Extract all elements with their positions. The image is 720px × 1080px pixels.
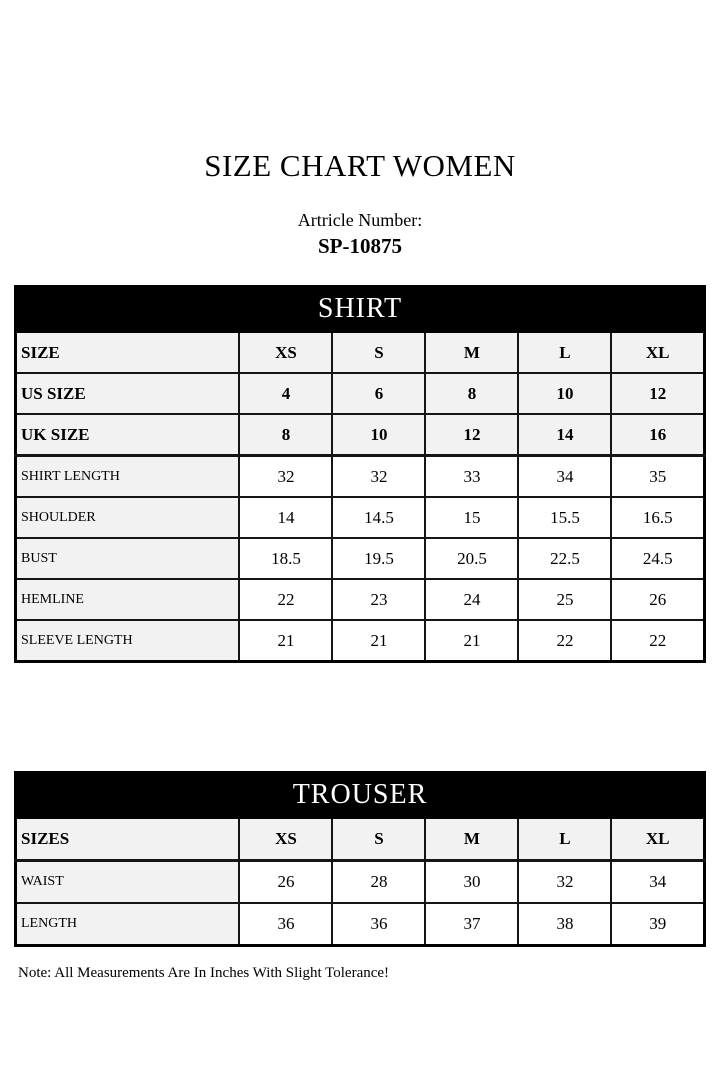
measurement-note: Note: All Measurements Are In Inches With Slight Tolerance! <box>18 965 390 981</box>
value-cell: 18.5 <box>239 538 332 579</box>
value-cell: 14 <box>518 414 611 456</box>
value-cell: 26 <box>611 579 704 620</box>
table-row <box>16 414 705 456</box>
row-label: SIZE <box>16 332 240 374</box>
value-cell: 16.5 <box>611 497 704 538</box>
value-cell: 33 <box>425 456 518 498</box>
value-cell: 8 <box>425 373 518 414</box>
row-label: US SIZE <box>16 373 240 414</box>
row-label: SLEEVE LENGTH <box>16 620 240 662</box>
table-row <box>16 818 705 861</box>
value-cell: M <box>425 818 518 861</box>
value-cell: 12 <box>425 414 518 456</box>
value-cell: 15.5 <box>518 497 611 538</box>
shirt-table-title: SHIRT <box>16 287 705 332</box>
row-label: BUST <box>16 538 240 579</box>
value-cell: 21 <box>425 620 518 662</box>
page-title: SIZE CHART WOMEN <box>204 148 516 183</box>
article-number-label: Artricle Number: <box>297 210 423 230</box>
value-cell: 36 <box>239 903 332 946</box>
row-label: SHOULDER <box>16 497 240 538</box>
value-cell: 12 <box>611 373 704 414</box>
value-cell: 6 <box>332 373 425 414</box>
trouser-size-table <box>14 771 706 947</box>
trouser-table-title: TROUSER <box>16 773 705 818</box>
value-cell: 22 <box>518 620 611 662</box>
value-cell: 26 <box>239 861 332 904</box>
value-cell: L <box>518 332 611 374</box>
table-row <box>16 373 705 414</box>
value-cell: 34 <box>518 456 611 498</box>
value-cell: 35 <box>611 456 704 498</box>
value-cell: 25 <box>518 579 611 620</box>
value-cell: 24 <box>425 579 518 620</box>
table-row <box>16 861 705 904</box>
value-cell: 20.5 <box>425 538 518 579</box>
value-cell: 19.5 <box>332 538 425 579</box>
table-row <box>16 497 705 538</box>
value-cell: 38 <box>518 903 611 946</box>
value-cell: XS <box>239 332 332 374</box>
value-cell: XL <box>611 818 704 861</box>
value-cell: 23 <box>332 579 425 620</box>
value-cell: 32 <box>239 456 332 498</box>
value-cell: 21 <box>239 620 332 662</box>
shirt-table-header-row <box>16 287 705 332</box>
value-cell: 14 <box>239 497 332 538</box>
value-cell: 22 <box>239 579 332 620</box>
row-label: SHIRT LENGTH <box>16 456 240 498</box>
value-cell: S <box>332 818 425 861</box>
value-cell: 15 <box>425 497 518 538</box>
value-cell: 36 <box>332 903 425 946</box>
value-cell: 16 <box>611 414 704 456</box>
table-row <box>16 903 705 946</box>
value-cell: 24.5 <box>611 538 704 579</box>
table-row <box>16 332 705 374</box>
value-cell: 32 <box>518 861 611 904</box>
value-cell: 10 <box>518 373 611 414</box>
value-cell: 34 <box>611 861 704 904</box>
value-cell: 21 <box>332 620 425 662</box>
value-cell: 28 <box>332 861 425 904</box>
value-cell: 4 <box>239 373 332 414</box>
trouser-table-header-row <box>16 773 705 818</box>
table-row <box>16 538 705 579</box>
value-cell: L <box>518 818 611 861</box>
table-row <box>16 620 705 662</box>
row-label: SIZES <box>16 818 240 861</box>
row-label: HEMLINE <box>16 579 240 620</box>
value-cell: 22 <box>611 620 704 662</box>
value-cell: 10 <box>332 414 425 456</box>
table-row <box>16 579 705 620</box>
shirt-size-table <box>14 285 706 663</box>
value-cell: 37 <box>425 903 518 946</box>
table-row <box>16 456 705 498</box>
value-cell: 39 <box>611 903 704 946</box>
value-cell: 14.5 <box>332 497 425 538</box>
row-label: LENGTH <box>16 903 240 946</box>
article-number-value: SP-10875 <box>318 234 402 258</box>
row-label: UK SIZE <box>16 414 240 456</box>
value-cell: 30 <box>425 861 518 904</box>
value-cell: XL <box>611 332 704 374</box>
value-cell: 22.5 <box>518 538 611 579</box>
value-cell: XS <box>239 818 332 861</box>
value-cell: S <box>332 332 425 374</box>
value-cell: M <box>425 332 518 374</box>
value-cell: 8 <box>239 414 332 456</box>
row-label: WAIST <box>16 861 240 904</box>
value-cell: 32 <box>332 456 425 498</box>
